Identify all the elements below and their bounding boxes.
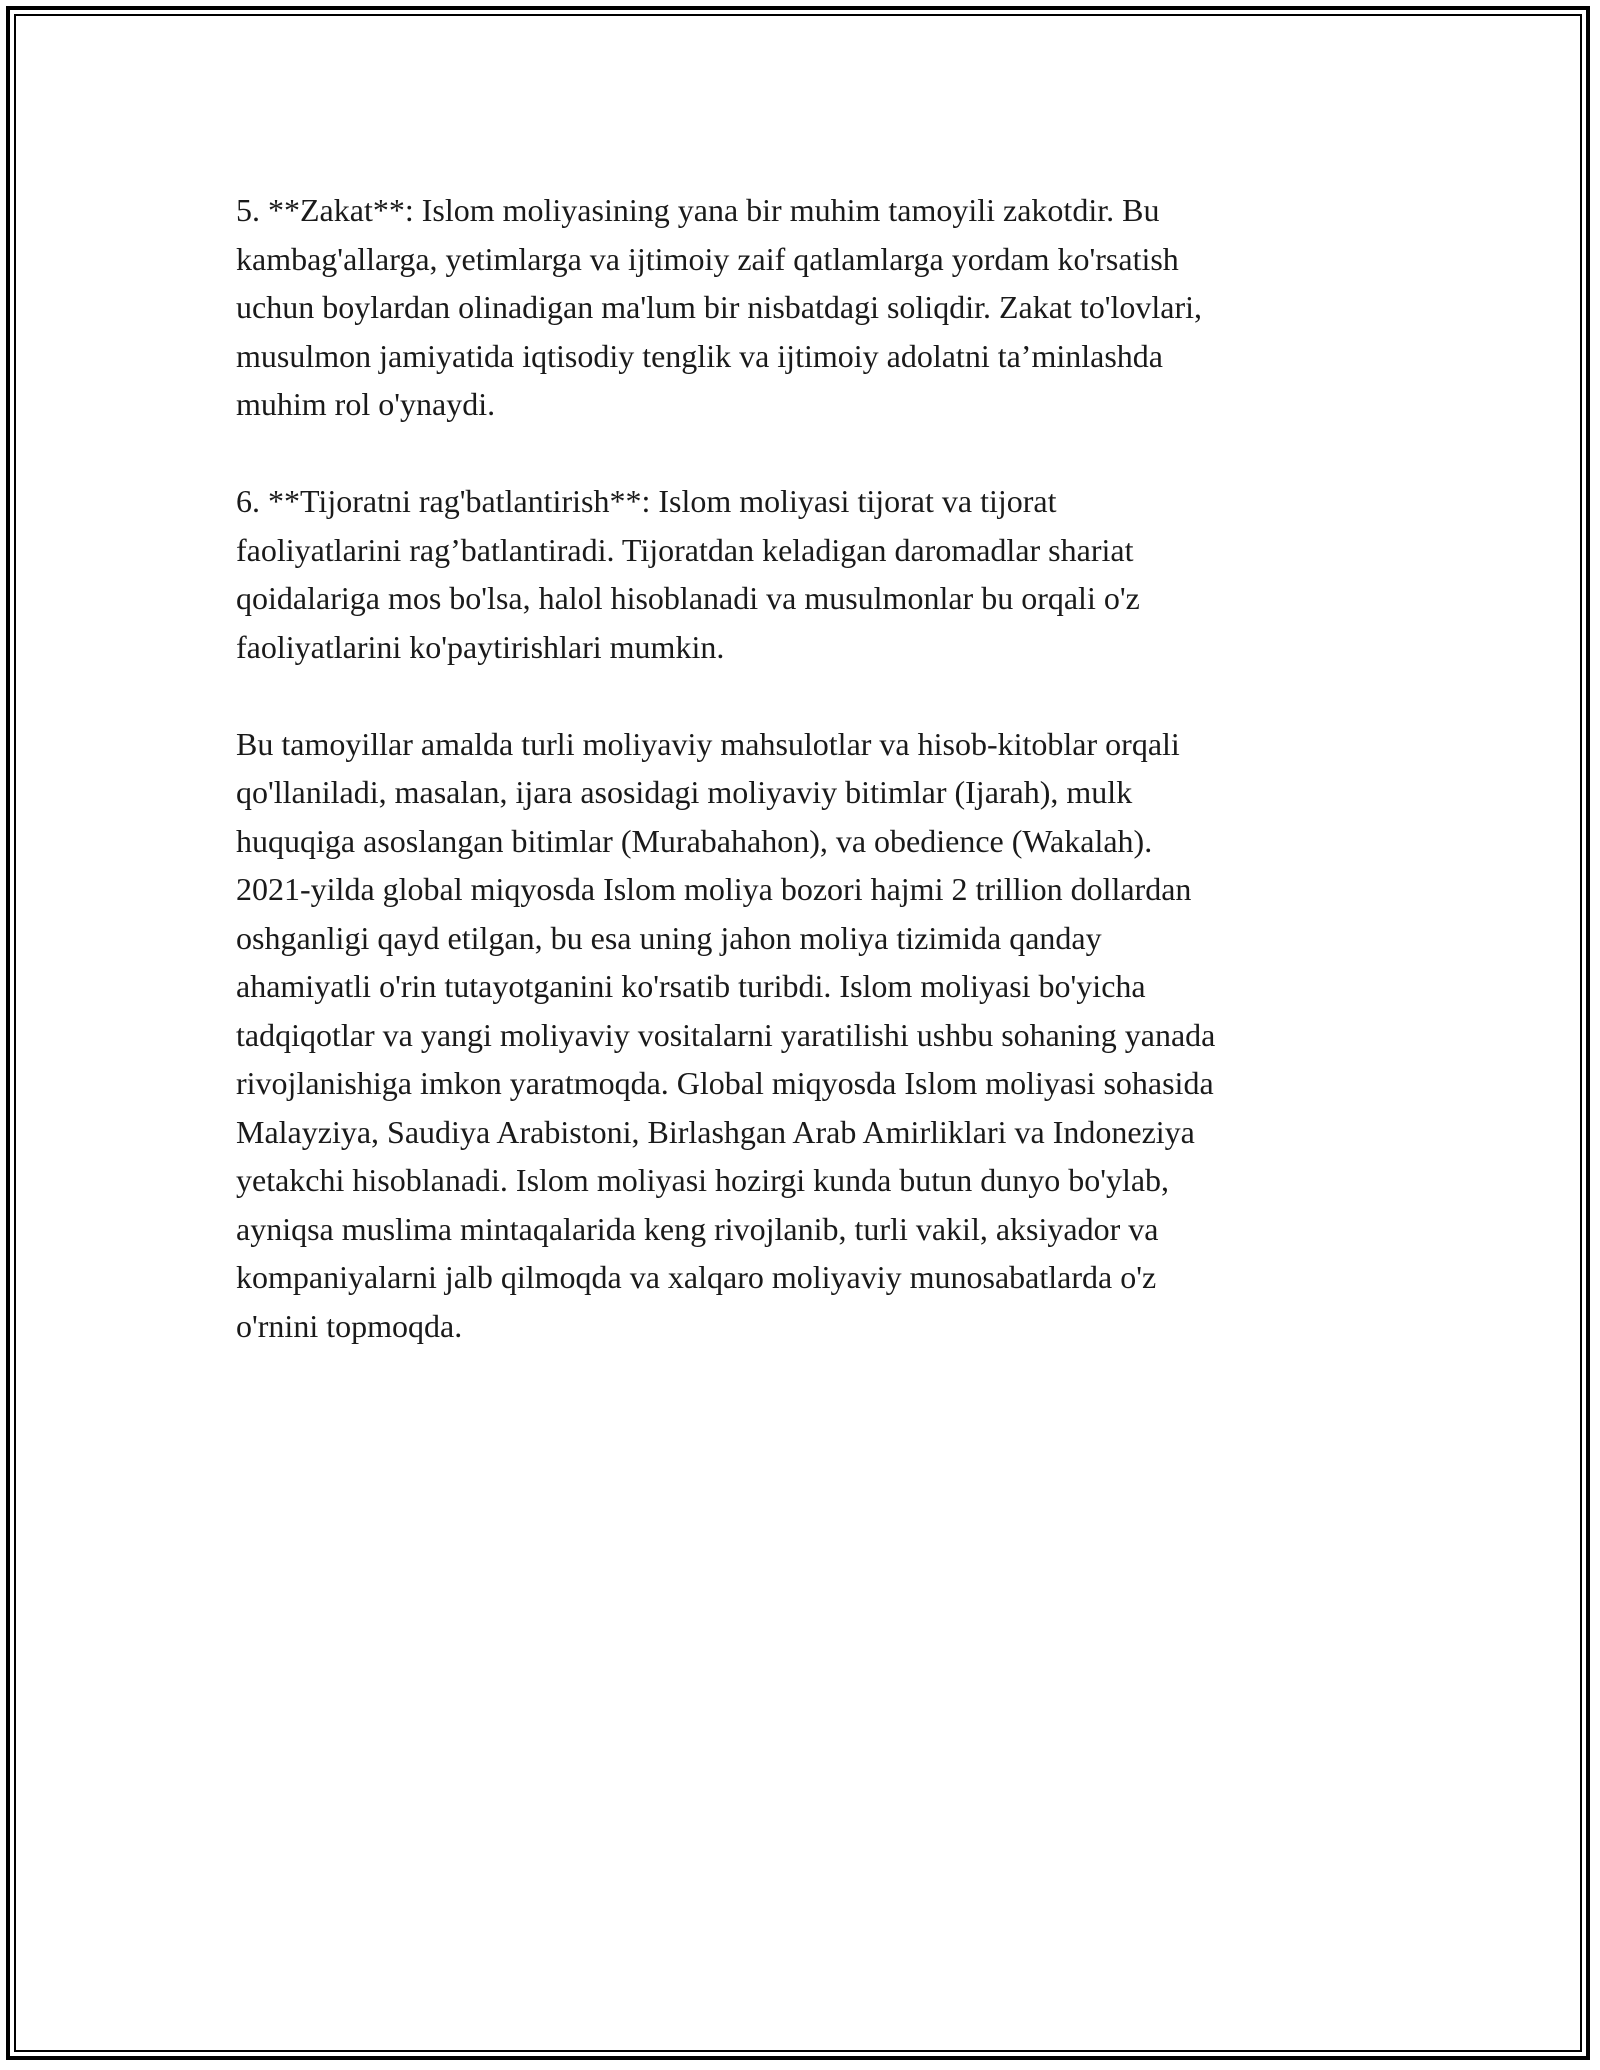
text-line: uchun boylardan olinadigan ma'lum bir nisbatdagi soliqdir. Zakat to'lovlari, <box>236 289 1202 325</box>
text-line: muhim rol o'ynaydi. <box>236 386 496 422</box>
text-line: rivojlanishiga imkon yaratmoqda. Global miqyosda Islom moliyasi sohasida <box>236 1065 1214 1101</box>
text-line: huquqiga asoslangan bitimlar (Murabahahon), va obedience (Wakalah). <box>236 822 1153 859</box>
text-line: kompaniyalarni jalb qilmoqda va xalqaro moliyaviy munosabatlarda o'z <box>236 1259 1157 1295</box>
paragraph-zakat <box>236 186 1366 429</box>
text-line: kambag'allarga, yetimlarga va ijtimoiy zaif qatlamlarga yordam ko'rsatish <box>236 240 1179 277</box>
text-line: ayniqsa muslima mintaqalarida keng rivojlanib, turli vakil, aksiyador va <box>236 1210 1159 1247</box>
text-line: qo'llaniladi, masalan, ijara asosidagi moliyaviy bitimlar (Ijarah), mulk <box>236 774 1133 810</box>
text-line: faoliyatlarini ko'paytirishlari mumkin. <box>236 628 725 665</box>
text-line: Malayziya, Saudiya Arabistoni, Birlashgan Arab Amirliklari va Indoneziya <box>236 1113 1195 1150</box>
paragraph-tijorat <box>236 477 1366 671</box>
text-line: Bu tamoyillar amalda turli moliyaviy mahsulotlar va hisob-kitoblar orqali <box>236 725 1180 762</box>
paragraph-summary <box>236 720 1366 1351</box>
text-line: faoliyatlarini rag’batlantiradi. Tijoratdan keladigan daromadlar shariat <box>236 531 1134 568</box>
text-line: musulmon jamiyatida iqtisodiy tenglik va ijtimoiy adolatni ta’minlashda <box>236 337 1163 374</box>
text-line: ahamiyatli o'rin tutayotganini ko'rsatib turibdi. Islom moliyasi bo'yicha <box>236 968 1146 1004</box>
document-body <box>236 186 1366 1350</box>
text-line: oshganligi qayd etilgan, bu esa uning jahon moliya tizimida qanday <box>236 919 1102 956</box>
text-line: qoidalariga mos bo'lsa, halol hisoblanadi va musulmonlar bu orqali o'z <box>236 580 1140 616</box>
text-line: tadqiqotlar va yangi moliyaviy vositalarni yaratilishi ushbu sohaning yanada <box>236 1016 1216 1053</box>
text-line: 2021-yilda global miqyosda Islom moliya bozori hajmi 2 trillion dollardan <box>236 871 1192 907</box>
text-line: 6. **Tijoratni rag'batlantirish**: Islom moliyasi tijorat va tijorat <box>236 483 1057 519</box>
text-line: 5. **Zakat**: Islom moliyasining yana bir muhim tamoyili zakotdir. Bu <box>236 192 1160 228</box>
text-line: o'rnini topmoqda. <box>236 1307 463 1344</box>
text-line: yetakchi hisoblanadi. Islom moliyasi hozirgi kunda butun dunyo bo'ylab, <box>236 1162 1170 1198</box>
